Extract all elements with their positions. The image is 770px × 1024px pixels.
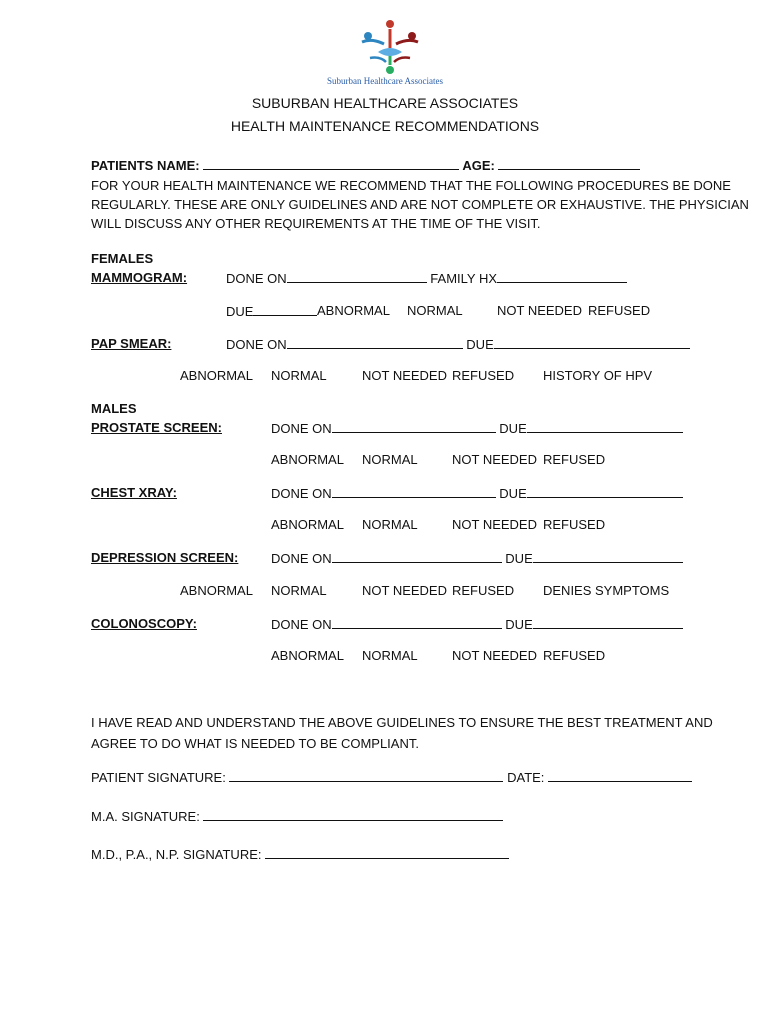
option-history-hpv[interactable]: HISTORY OF HPV bbox=[543, 368, 653, 383]
mammogram-row bbox=[226, 270, 627, 286]
due-label: DUE bbox=[505, 551, 533, 566]
depression-due-field[interactable] bbox=[533, 550, 683, 563]
males-heading: MALES bbox=[91, 401, 137, 416]
mammogram-label: MAMMOGRAM: bbox=[91, 270, 188, 285]
option-abnormal[interactable]: ABNORMAL bbox=[271, 517, 344, 532]
patient-signature-field[interactable] bbox=[229, 769, 503, 782]
due-label: DUE bbox=[466, 337, 494, 352]
family-hx-label: FAMILY HX bbox=[430, 271, 498, 286]
mammogram-due-row bbox=[226, 303, 317, 319]
colonoscopy-due-field[interactable] bbox=[533, 616, 683, 629]
ma-signature-label: M.A. SIGNATURE: bbox=[91, 809, 200, 824]
patient-name-field[interactable] bbox=[203, 157, 459, 170]
option-refused[interactable]: REFUSED bbox=[543, 452, 606, 467]
ma-signature-field[interactable] bbox=[203, 808, 503, 821]
option-not-needed[interactable]: NOT NEEDED bbox=[452, 648, 537, 663]
option-denies-symptoms[interactable]: DENIES SYMPTOMS bbox=[543, 583, 670, 598]
due-label: DUE bbox=[499, 421, 527, 436]
age-field[interactable] bbox=[498, 157, 640, 170]
done-on-label: DONE ON bbox=[226, 271, 287, 286]
intro-line: REGULARLY. THESE ARE ONLY GUIDELINES AND ARE NOT COMPLETE OR EXHAUSTIVE. THE PHYSICIAN bbox=[91, 197, 749, 212]
depression-row bbox=[271, 550, 683, 566]
done-on-label: DONE ON bbox=[271, 617, 332, 632]
done-on-label: DONE ON bbox=[271, 551, 332, 566]
patient-name-label: PATIENTS NAME: bbox=[91, 158, 200, 173]
chest-xray-label: CHEST XRAY: bbox=[91, 485, 177, 500]
agreement-line: AGREE TO DO WHAT IS NEEDED TO BE COMPLIANT. bbox=[91, 736, 419, 751]
mammogram-family-hx-field[interactable] bbox=[497, 270, 627, 283]
due-label: DUE bbox=[505, 617, 533, 632]
md-signature-label: M.D., P.A., N.P. SIGNATURE: bbox=[91, 847, 262, 862]
intro-line: FOR YOUR HEALTH MAINTENANCE WE RECOMMEND THAT THE FOLLOWING PROCEDURES BE DONE bbox=[91, 178, 731, 193]
intro-line: WILL DISCUSS ANY OTHER REQUIREMENTS AT THE TIME OF THE VISIT. bbox=[91, 216, 541, 231]
done-on-label: DONE ON bbox=[271, 421, 332, 436]
option-not-needed[interactable]: NOT NEEDED bbox=[362, 368, 447, 383]
mammogram-done-on-field[interactable] bbox=[287, 270, 427, 283]
depression-label: DEPRESSION SCREEN: bbox=[91, 550, 239, 565]
date-label: DATE: bbox=[507, 770, 545, 785]
done-on-label: DONE ON bbox=[226, 337, 287, 352]
option-normal[interactable]: NORMAL bbox=[362, 452, 418, 467]
patient-signature-label: PATIENT SIGNATURE: bbox=[91, 770, 226, 785]
option-refused[interactable]: REFUSED bbox=[452, 583, 515, 598]
mammogram-due-field[interactable] bbox=[253, 303, 317, 316]
option-normal[interactable]: NORMAL bbox=[271, 583, 327, 598]
md-signature-row bbox=[91, 846, 509, 862]
option-normal[interactable]: NORMAL bbox=[362, 517, 418, 532]
pap-due-field[interactable] bbox=[494, 336, 690, 349]
pap-smear-row bbox=[226, 336, 690, 352]
option-abnormal[interactable]: ABNORMAL bbox=[180, 583, 253, 598]
chest-xray-row bbox=[271, 485, 683, 501]
prostate-row bbox=[271, 420, 683, 436]
page-subtitle: HEALTH MAINTENANCE RECOMMENDATIONS bbox=[230, 118, 540, 134]
option-abnormal[interactable]: ABNORMAL bbox=[271, 452, 344, 467]
pap-done-on-field[interactable] bbox=[287, 336, 463, 349]
prostate-due-field[interactable] bbox=[527, 420, 683, 433]
xray-due-field[interactable] bbox=[527, 485, 683, 498]
agreement-line: I HAVE READ AND UNDERSTAND THE ABOVE GUIDELINES TO ENSURE THE BEST TREATMENT AND bbox=[91, 715, 713, 730]
option-normal[interactable]: NORMAL bbox=[362, 648, 418, 663]
done-on-label: DONE ON bbox=[271, 486, 332, 501]
option-refused[interactable]: REFUSED bbox=[543, 517, 606, 532]
option-not-needed[interactable]: NOT NEEDED bbox=[452, 517, 537, 532]
females-heading: FEMALES bbox=[91, 251, 154, 266]
date-field[interactable] bbox=[548, 769, 692, 782]
option-refused[interactable]: REFUSED bbox=[452, 368, 515, 383]
option-not-needed[interactable]: NOT NEEDED bbox=[362, 583, 447, 598]
option-refused[interactable]: REFUSED bbox=[588, 303, 651, 318]
colonoscopy-label: COLONOSCOPY: bbox=[91, 616, 197, 631]
ma-signature-row bbox=[91, 808, 503, 824]
patient-signature-row bbox=[91, 769, 692, 785]
age-label: AGE: bbox=[462, 158, 495, 173]
option-abnormal[interactable]: ABNORMAL bbox=[180, 368, 253, 383]
intro-paragraph bbox=[91, 176, 749, 233]
option-abnormal[interactable]: ABNORMAL bbox=[317, 303, 390, 318]
due-label: DUE bbox=[226, 304, 254, 319]
agreement-paragraph bbox=[91, 712, 713, 754]
xray-done-on-field[interactable] bbox=[332, 485, 496, 498]
option-normal[interactable]: NORMAL bbox=[407, 303, 463, 318]
due-label: DUE bbox=[499, 486, 527, 501]
logo-text: Suburban Healthcare Associates bbox=[327, 76, 443, 86]
option-not-needed[interactable]: NOT NEEDED bbox=[497, 303, 582, 318]
pap-smear-label: PAP SMEAR: bbox=[91, 336, 172, 351]
patient-name-row bbox=[91, 157, 640, 173]
page-title: SUBURBAN HEALTHCARE ASSOCIATES bbox=[251, 95, 519, 111]
md-signature-field[interactable] bbox=[265, 846, 509, 859]
prostate-done-on-field[interactable] bbox=[332, 420, 496, 433]
option-normal[interactable]: NORMAL bbox=[271, 368, 327, 383]
colonoscopy-row bbox=[271, 616, 683, 632]
prostate-label: PROSTATE SCREEN: bbox=[91, 420, 222, 435]
depression-done-on-field[interactable] bbox=[332, 550, 502, 563]
option-not-needed[interactable]: NOT NEEDED bbox=[452, 452, 537, 467]
option-abnormal[interactable]: ABNORMAL bbox=[271, 648, 344, 663]
colonoscopy-done-on-field[interactable] bbox=[332, 616, 502, 629]
option-refused[interactable]: REFUSED bbox=[543, 648, 606, 663]
